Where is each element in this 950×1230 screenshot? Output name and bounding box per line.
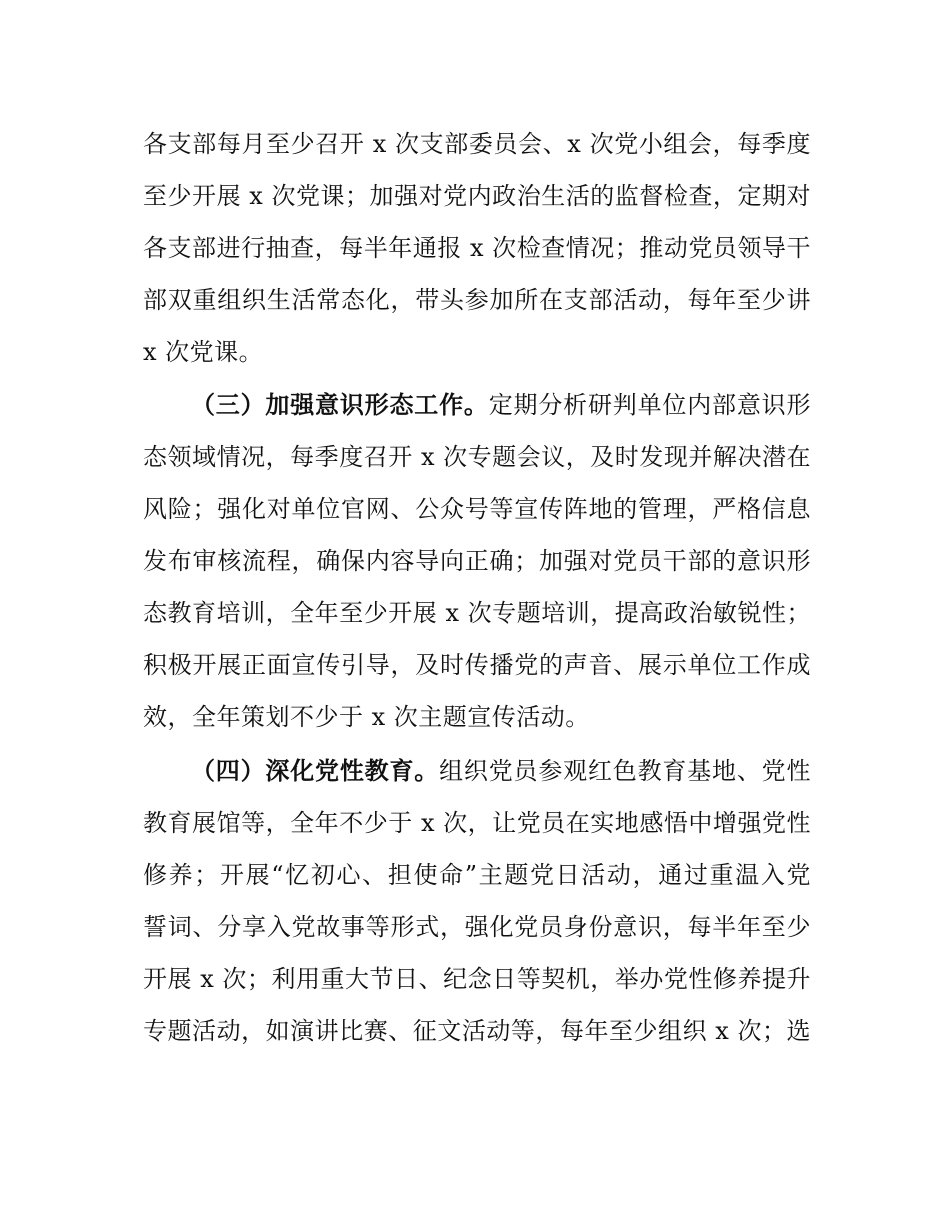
paragraph-line: 开展 x 次；利用重大节日、纪念日等契机，举办党性修养提升	[143, 965, 811, 993]
paragraph-text: 组织党员参观红色教育基地、党性	[439, 757, 811, 785]
paragraph-line: 各支部进行抽查，每半年通报 x 次检查情况；推动党员领导干	[143, 234, 811, 262]
paragraph-line: x 次党课。	[143, 338, 264, 366]
paragraph-line: 态领域情况，每季度召开 x 次专题会议，及时发现并解决潜在	[143, 443, 811, 471]
paragraph-line: 部双重组织生活常态化，带头参加所在支部活动，每年至少讲	[143, 286, 811, 314]
paragraph-line: 风险；强化对单位官网、公众号等宣传阵地的管理，严格信息	[143, 495, 811, 523]
paragraph-line: 教育展馆等，全年不少于 x 次，让党员在实地感悟中增强党性	[143, 809, 811, 837]
paragraph-text: 定期分析研判单位内部意识形	[488, 391, 811, 419]
paragraph-line: 修养；开展“忆初心、担使命”主题党日活动，通过重温入党	[143, 861, 811, 889]
paragraph-line: 誓词、分享入党故事等形式，强化党员身份意识，每半年至少	[143, 913, 811, 941]
paragraph-line: 发布审核流程，确保内容导向正确；加强对党员干部的意识形	[143, 547, 811, 575]
paragraph-line: 至少开展 x 次党课；加强对党内政治生活的监督检查，定期对	[143, 182, 811, 210]
paragraph-first-line	[191, 385, 811, 425]
paragraph-line: 效，全年策划不少于 x 次主题宣传活动。	[143, 703, 590, 731]
section-heading: （四）深化党性教育。	[191, 757, 440, 785]
section-heading: （三）加强意识形态工作。	[191, 391, 489, 419]
paragraph-line: 专题活动，如演讲比赛、征文活动等，每年至少组织 x 次；选	[143, 1017, 811, 1045]
paragraph-first-line	[191, 751, 811, 791]
paragraph-line: 态教育培训，全年至少开展 x 次专题培训，提高政治敏锐性；	[143, 599, 811, 627]
paragraph-line: 各支部每月至少召开 x 次支部委员会、x 次党小组会，每季度	[143, 130, 811, 158]
paragraph-line: 积极开展正面宣传引导，及时传播党的声音、展示单位工作成	[143, 651, 811, 679]
